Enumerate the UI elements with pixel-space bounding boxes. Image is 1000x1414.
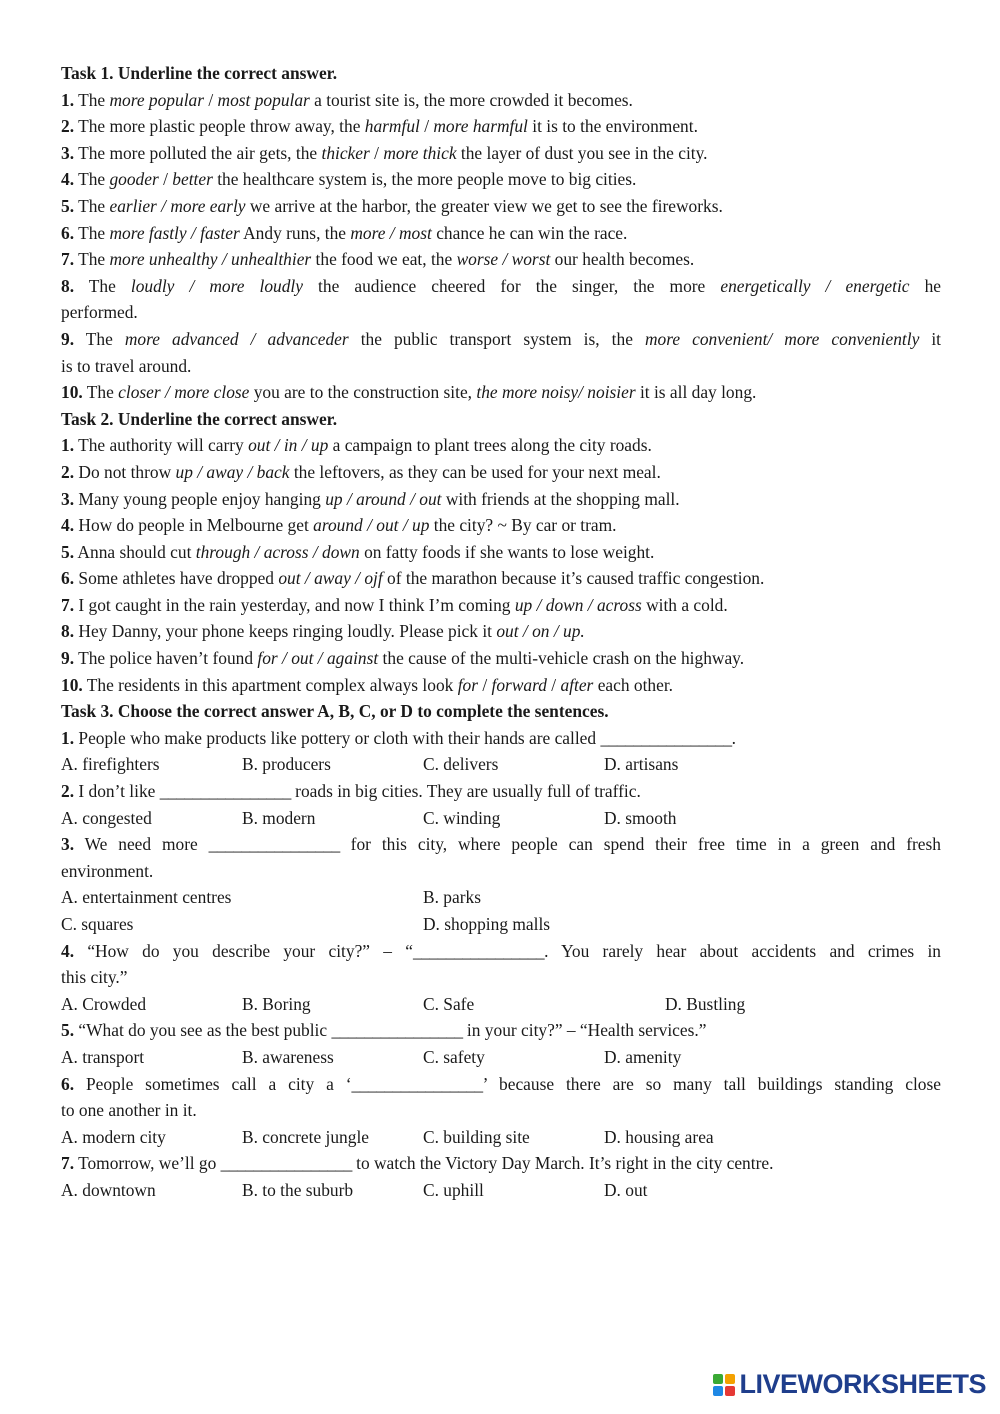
task2-item-5: 5. Anna should cut through / across / down on fatty foods if she wants to lose weight. — [61, 541, 655, 562]
task3-question-7: 7. Tomorrow, we’ll go ________________ to watch the Victory Day March. It’s right in the city centre. — [61, 1153, 774, 1174]
task3-options-2 — [61, 805, 941, 832]
task3-question-2: 2. I don’t like ________________ roads in big cities. They are usually full of traffic. — [61, 781, 641, 802]
task2-item-3: 3. Many young people enjoy hanging up / around / out with friends at the shopping mall. — [61, 488, 680, 509]
task1-item-9: 9. The more advanced / advanceder the public transport system is, the more convenient/ more conveniently it — [61, 328, 941, 349]
task2-item-9: 9. The police haven’t found for / out / against the cause of the multi-vehicle crash on the highway. — [61, 648, 745, 669]
option-a[interactable]: A. transport — [61, 1046, 145, 1067]
option-b[interactable]: B. concrete jungle — [242, 1126, 369, 1147]
option-b[interactable]: B. modern — [242, 807, 316, 828]
option-a[interactable]: A. entertainment centres — [61, 887, 232, 908]
option-d[interactable]: D. amenity — [604, 1046, 682, 1067]
option-d[interactable]: D. housing area — [604, 1126, 714, 1147]
task3-question-4: 4. “How do you describe your city?” – “________________. You rarely hear about accidents and crimes in — [61, 940, 941, 961]
liveworksheets-logo — [713, 1369, 986, 1400]
option-c[interactable]: C. squares — [61, 914, 134, 934]
option-c[interactable]: C. winding — [423, 807, 501, 828]
option-c[interactable]: C. Safe — [423, 993, 475, 1014]
task3-question-4-cont: this city.” — [61, 967, 128, 988]
task2-heading: Task 2. Underline the correct answer. — [61, 408, 338, 429]
task1-item-1: 1. The more popular / most popular a tourist site is, the more crowded it becomes. — [61, 89, 633, 110]
option-a[interactable]: A. modern city — [61, 1126, 166, 1147]
task3-question-3-cont: environment. — [61, 860, 154, 881]
task1-item-6: 6. The more fastly / faster Andy runs, the more / most chance he can win the race. — [61, 222, 628, 243]
task3-options-5 — [61, 1044, 941, 1071]
option-b[interactable]: B. awareness — [242, 1046, 334, 1067]
option-a[interactable]: A. downtown — [61, 1179, 156, 1200]
logo-mark-icon — [713, 1374, 735, 1396]
answer-blank[interactable]: ________________ — [159, 781, 291, 802]
task3-options-1 — [61, 751, 941, 778]
option-c[interactable]: C. building site — [423, 1126, 530, 1147]
task2-item-7: 7. I got caught in the rain yesterday, and now I think I’m coming up / down / across with a cold. — [61, 594, 728, 615]
answer-blank[interactable]: ________________ — [220, 1153, 352, 1174]
task1-item-8: 8. The loudly / more loudly the audience cheered for the singer, the more energetically / energetic he — [61, 275, 941, 296]
task1-item-8-cont: performed. — [61, 302, 138, 323]
option-d[interactable]: D. smooth — [604, 807, 677, 828]
option-b[interactable]: B. to the suburb — [242, 1179, 354, 1200]
answer-blank[interactable]: ________________ — [208, 834, 340, 855]
task1-item-10: 10. The closer / more close you are to the construction site, the more noisy/ noisier it is all day long. — [61, 382, 757, 403]
task1-item-9-cont: is to travel around. — [61, 355, 192, 376]
option-d[interactable]: D. shopping malls — [423, 914, 551, 934]
task3-options-7 — [61, 1177, 941, 1204]
option-d[interactable]: D. out — [604, 1179, 648, 1200]
task2-item-6: 6. Some athletes have dropped out / away / ojf of the marathon because it’s caused traffic congestion. — [61, 568, 765, 589]
task3-options-6 — [61, 1124, 941, 1151]
task3-question-6: 6. People sometimes call a city a ‘________________’ because there are so many tall buildings standing close — [61, 1073, 941, 1094]
task3-question-1: 1. People who make products like pottery or cloth with their hands are called ________________. — [61, 727, 736, 748]
option-d[interactable]: D. artisans — [604, 754, 679, 775]
task1-item-7: 7. The more unhealthy / unhealthier the food we eat, the worse / worst our health becomes. — [61, 249, 695, 270]
option-b[interactable]: B. Boring — [242, 993, 311, 1014]
option-a[interactable]: A. firefighters — [61, 754, 160, 775]
option-c[interactable]: C. delivers — [423, 754, 499, 775]
task3-question-5: 5. “What do you see as the best public ________________ in your city?” – “Health services.” — [61, 1020, 707, 1041]
task3-heading: Task 3. Choose the correct answer A, B, C, or D to complete the sentences. — [61, 701, 609, 722]
option-c[interactable]: C. uphill — [423, 1179, 484, 1200]
task1-heading: Task 1. Underline the correct answer. — [61, 63, 338, 83]
task1-item-4: 4. The gooder / better the healthcare system is, the more people move to big cities. — [61, 169, 637, 190]
task2-item-8: 8. Hey Danny, your phone keeps ringing loudly. Please pick it out / on / up. — [61, 621, 585, 642]
task2-item-2: 2. Do not throw up / away / back the leftovers, as they can be used for your next meal. — [61, 461, 661, 482]
option-c[interactable]: C. safety — [423, 1046, 485, 1067]
task2-item-4: 4. How do people in Melbourne get around / out / up the city? ~ By car or tram. — [61, 515, 617, 536]
worksheet — [61, 60, 941, 1204]
answer-blank[interactable]: ________________ — [331, 1020, 463, 1041]
option-a[interactable]: A. Crowded — [61, 993, 147, 1014]
option-a[interactable]: A. congested — [61, 807, 152, 828]
task3-options-3a — [61, 884, 941, 911]
answer-blank[interactable]: ________________ — [351, 1073, 483, 1094]
task1-item-5: 5. The earlier / more early we arrive at the harbor, the greater view we get to see the fireworks. — [61, 195, 723, 216]
task2-item-10: 10. The residents in this apartment complex always look for / forward / after each other. — [61, 674, 674, 695]
logo-text: LIVEWORKSHEETS — [739, 1369, 986, 1399]
task2-item-1: 1. The authority will carry out / in / up a campaign to plant trees along the city roads. — [61, 435, 652, 456]
option-b[interactable]: B. parks — [423, 887, 481, 908]
option-d[interactable]: D. Bustling — [665, 993, 746, 1014]
answer-blank[interactable]: ________________ — [412, 940, 545, 961]
task3-options-4 — [61, 991, 941, 1018]
task1-item-2: 2. The more plastic people throw away, the harmful / more harmful it is to the environment. — [61, 116, 698, 137]
task3-question-6-cont: to one another in it. — [61, 1100, 197, 1121]
task3-options-3b — [61, 911, 941, 938]
answer-blank[interactable]: ________________ — [600, 727, 732, 748]
option-b[interactable]: B. producers — [242, 754, 331, 775]
task3-question-3: 3. We need more ________________ for this city, where people can spend their free time in a green and fresh — [61, 834, 941, 855]
task1-item-3: 3. The more polluted the air gets, the thicker / more thick the layer of dust you see in the city. — [61, 142, 708, 163]
